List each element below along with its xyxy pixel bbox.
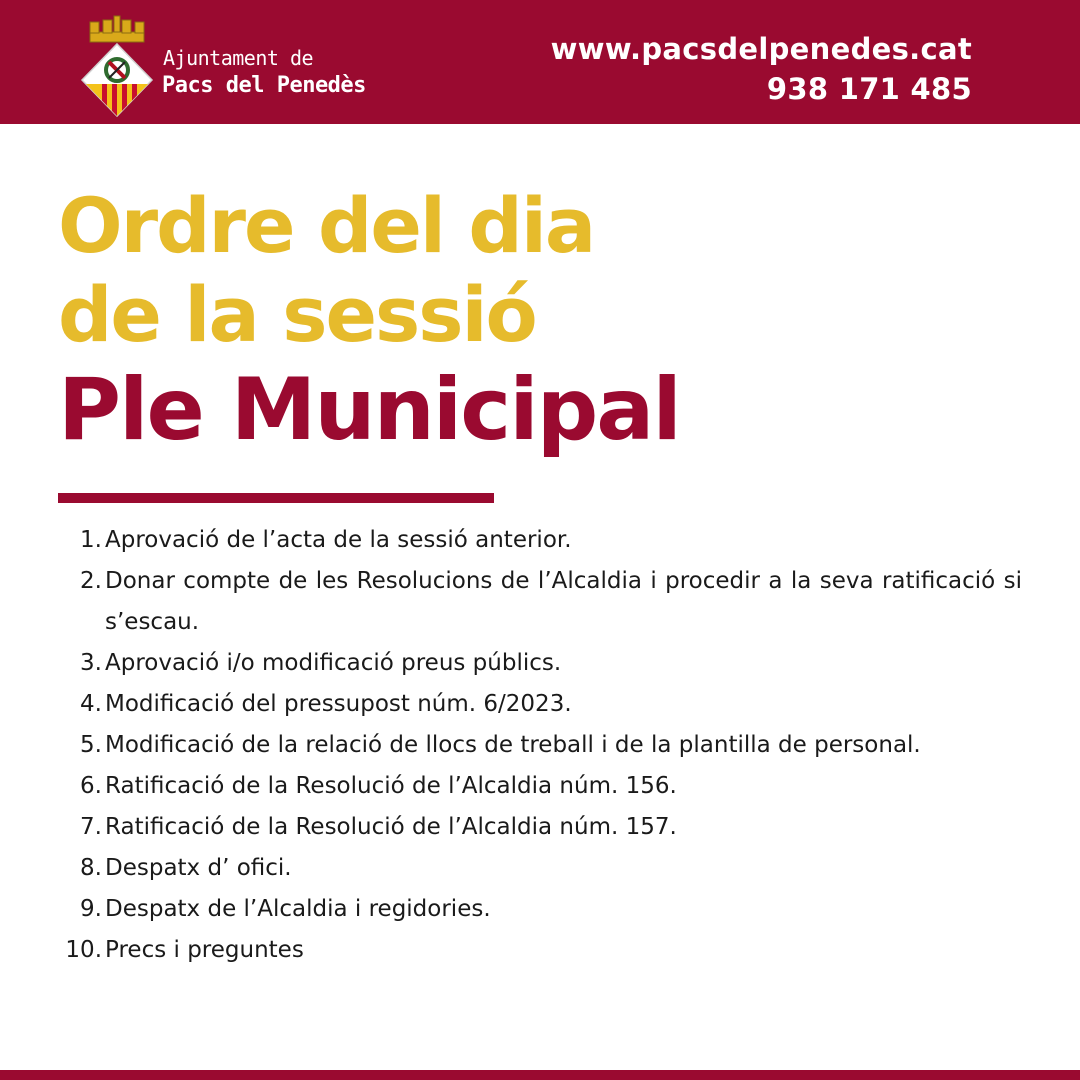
agenda-item-number: 8. [80,855,102,881]
agenda-item [58,848,1022,889]
website-link[interactable]: www.pacsdelpenedes.cat [550,32,972,66]
agenda-item-number: 2. [80,568,102,594]
agenda-item-text: Ratificació de la Resolució de l’Alcaldia núm. 157. [105,814,677,840]
agenda-item-text: Aprovació i/o modificació preus públics. [105,650,562,676]
title-line-3: Ple Municipal [58,360,680,460]
agenda-item [58,561,1022,643]
org-name: Pacs del Penedès [162,73,366,98]
agenda-item [58,725,1022,766]
agenda-item-number: 10. [65,937,102,963]
phone-number[interactable]: 938 171 485 [766,72,972,106]
agenda-item-text: Modificació del pressupost núm. 6/2023. [105,691,572,717]
agenda-item-number: 4. [80,691,102,717]
agenda-item [58,807,1022,848]
agenda-item [58,520,1022,561]
agenda-item-number: 1. [80,527,102,553]
title-line-2: de la sessió [58,270,536,359]
agenda-item-text: Modificació de la relació de llocs de treball i de la plantilla de personal. [105,732,921,758]
title-underline [58,493,494,503]
org-prefix: Ajuntament de [163,46,314,70]
header-bar [0,0,1080,124]
agenda-item-number: 6. [80,773,102,799]
agenda-item-text: Precs i preguntes [105,937,304,963]
agenda-item-text: Donar compte de les Resolucions de l’Alcaldia i procedir a la seva ratificació si s’escau. [105,568,1022,635]
coat-of-arms-icon [78,14,156,120]
title-line-1: Ordre del dia [58,181,595,270]
agenda-item-text: Despatx de l’Alcaldia i regidories. [105,896,491,922]
agenda-item-text: Ratificació de la Resolució de l’Alcaldia núm. 156. [105,773,677,799]
footer-bar [0,1070,1080,1080]
agenda-item [58,643,1022,684]
agenda-item-number: 3. [80,650,102,676]
agenda-item-number: 9. [80,896,102,922]
agenda-item [58,766,1022,807]
agenda-item-text: Despatx d’ ofici. [105,855,292,881]
agenda-item [58,889,1022,930]
agenda-item-number: 5. [80,732,102,758]
agenda-item [58,930,1022,971]
agenda-item-number: 7. [80,814,102,840]
agenda-list [58,520,1022,971]
agenda-item [58,684,1022,725]
agenda-item-text: Aprovació de l’acta de la sessió anterior. [105,527,572,553]
